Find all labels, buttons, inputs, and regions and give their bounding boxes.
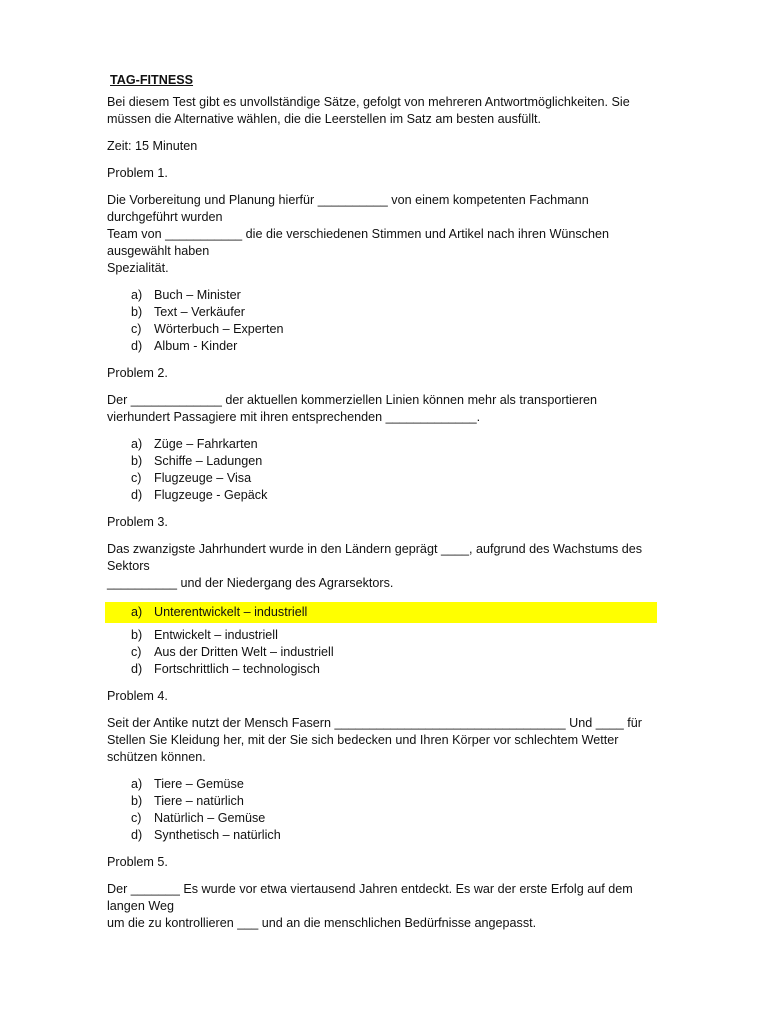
option-text: Flugzeuge – Visa bbox=[154, 471, 252, 485]
question-line: ausgewählt haben bbox=[107, 244, 210, 258]
question-line: Team von ___________ die die verschiedenen Stimmen und Artikel nach ihren Wünschen bbox=[107, 227, 609, 241]
option-label: c) bbox=[131, 811, 142, 825]
question-line: Spezialität. bbox=[107, 261, 169, 275]
time-limit: Zeit: 15 Minuten bbox=[107, 139, 198, 153]
option-text: Buch – Minister bbox=[154, 288, 241, 302]
answer-options bbox=[107, 776, 667, 844]
answer-option bbox=[107, 793, 667, 810]
question-line: Die Vorbereitung und Planung hierfür __________ von einem kompetenten Fachmann bbox=[107, 193, 589, 207]
problem-heading: Problem 1. bbox=[107, 166, 168, 180]
option-text: Tiere – Gemüse bbox=[154, 777, 244, 791]
question-line: Der _____________ der aktuellen kommerziellen Linien können mehr als transportieren bbox=[107, 393, 598, 407]
answer-option-highlighted bbox=[105, 602, 657, 623]
option-text: Fortschrittlich – technologisch bbox=[154, 662, 320, 676]
option-label: a) bbox=[131, 437, 143, 451]
option-label: b) bbox=[131, 794, 143, 808]
answer-option bbox=[107, 321, 667, 338]
option-text: Flugzeuge - Gepäck bbox=[154, 488, 268, 502]
question-text bbox=[107, 715, 667, 766]
question-line: langen Weg bbox=[107, 899, 174, 913]
question-line: durchgeführt wurden bbox=[107, 210, 223, 224]
answer-option bbox=[107, 827, 667, 844]
option-label: c) bbox=[131, 471, 142, 485]
question-line: Stellen Sie Kleidung her, mit der Sie sich bedecken und Ihren Körper vor schlechtem Wetter bbox=[107, 733, 619, 747]
option-text: Tiere – natürlich bbox=[154, 794, 244, 808]
answer-option bbox=[107, 661, 667, 678]
problem-5 bbox=[107, 854, 667, 932]
problem-heading: Problem 2. bbox=[107, 366, 168, 380]
option-label: b) bbox=[131, 305, 143, 319]
question-text bbox=[107, 392, 667, 426]
answer-option bbox=[107, 810, 667, 827]
answer-option bbox=[107, 776, 667, 793]
answer-options bbox=[107, 602, 667, 678]
option-label: a) bbox=[131, 605, 143, 619]
option-label: c) bbox=[131, 322, 142, 336]
option-text: Schiffe – Ladungen bbox=[154, 454, 263, 468]
document-title: TAG-FITNESS bbox=[110, 73, 194, 87]
option-text: Wörterbuch – Experten bbox=[154, 322, 284, 336]
option-label: d) bbox=[131, 828, 143, 842]
problem-heading: Problem 5. bbox=[107, 855, 168, 869]
question-line: Das zwanzigste Jahrhundert wurde in den Ländern geprägt ____, aufgrund des Wachstums des bbox=[107, 542, 643, 556]
option-label: d) bbox=[131, 339, 143, 353]
question-line: Sektors bbox=[107, 559, 150, 573]
option-text: Aus der Dritten Welt – industriell bbox=[154, 645, 334, 659]
answer-option bbox=[107, 287, 667, 304]
question-line: Seit der Antike nutzt der Mensch Fasern _________________________________ Und ____ für bbox=[107, 716, 642, 730]
answer-option bbox=[107, 338, 667, 355]
answer-options bbox=[107, 436, 667, 504]
problem-2 bbox=[107, 365, 667, 504]
question-line: um die zu kontrollieren ___ und an die menschlichen Bedürfnisse angepasst. bbox=[107, 916, 537, 930]
option-label: d) bbox=[131, 488, 143, 502]
option-label: a) bbox=[131, 288, 143, 302]
problem-1 bbox=[107, 165, 667, 355]
intro-paragraph: Bei diesem Test gibt es unvollständige Sätze, gefolgt von mehreren Antwortmöglichkeiten. Sie müssen die Alternative wählen, die die Leerstellen im Satz am besten ausfüllt. bbox=[107, 95, 630, 126]
answer-option bbox=[107, 453, 667, 470]
option-text: Text – Verkäufer bbox=[154, 305, 246, 319]
option-text: Unterentwickelt – industriell bbox=[154, 605, 308, 619]
option-text: Natürlich – Gemüse bbox=[154, 811, 266, 825]
answer-option bbox=[107, 487, 667, 504]
option-label: b) bbox=[131, 454, 143, 468]
answer-option bbox=[107, 470, 667, 487]
question-line: Der _______ Es wurde vor etwa viertausend Jahren entdeckt. Es war der erste Erfolg auf dem bbox=[107, 882, 633, 896]
option-label: b) bbox=[131, 628, 143, 642]
option-text: Synthetisch – natürlich bbox=[154, 828, 281, 842]
question-line: __________ und der Niedergang des Agrarsektors. bbox=[107, 576, 394, 590]
question-line: schützen können. bbox=[107, 750, 206, 764]
problem-heading: Problem 4. bbox=[107, 689, 168, 703]
answer-option bbox=[107, 304, 667, 321]
question-line: vierhundert Passagiere mit ihren entsprechenden _____________. bbox=[107, 410, 481, 424]
problem-heading: Problem 3. bbox=[107, 515, 168, 529]
question-text bbox=[107, 541, 667, 592]
option-text: Entwickelt – industriell bbox=[154, 628, 278, 642]
option-label: d) bbox=[131, 662, 143, 676]
answer-option bbox=[107, 436, 667, 453]
problem-3 bbox=[107, 514, 667, 678]
option-text: Züge – Fahrkarten bbox=[154, 437, 258, 451]
question-text bbox=[107, 192, 667, 277]
document-page bbox=[107, 72, 667, 942]
problems-list bbox=[107, 165, 667, 932]
question-text bbox=[107, 881, 667, 932]
option-text: Album - Kinder bbox=[154, 339, 238, 353]
problem-4 bbox=[107, 688, 667, 844]
answer-option bbox=[107, 627, 667, 644]
option-label: c) bbox=[131, 645, 142, 659]
answer-options bbox=[107, 287, 667, 355]
answer-option bbox=[107, 644, 667, 661]
option-label: a) bbox=[131, 777, 143, 791]
